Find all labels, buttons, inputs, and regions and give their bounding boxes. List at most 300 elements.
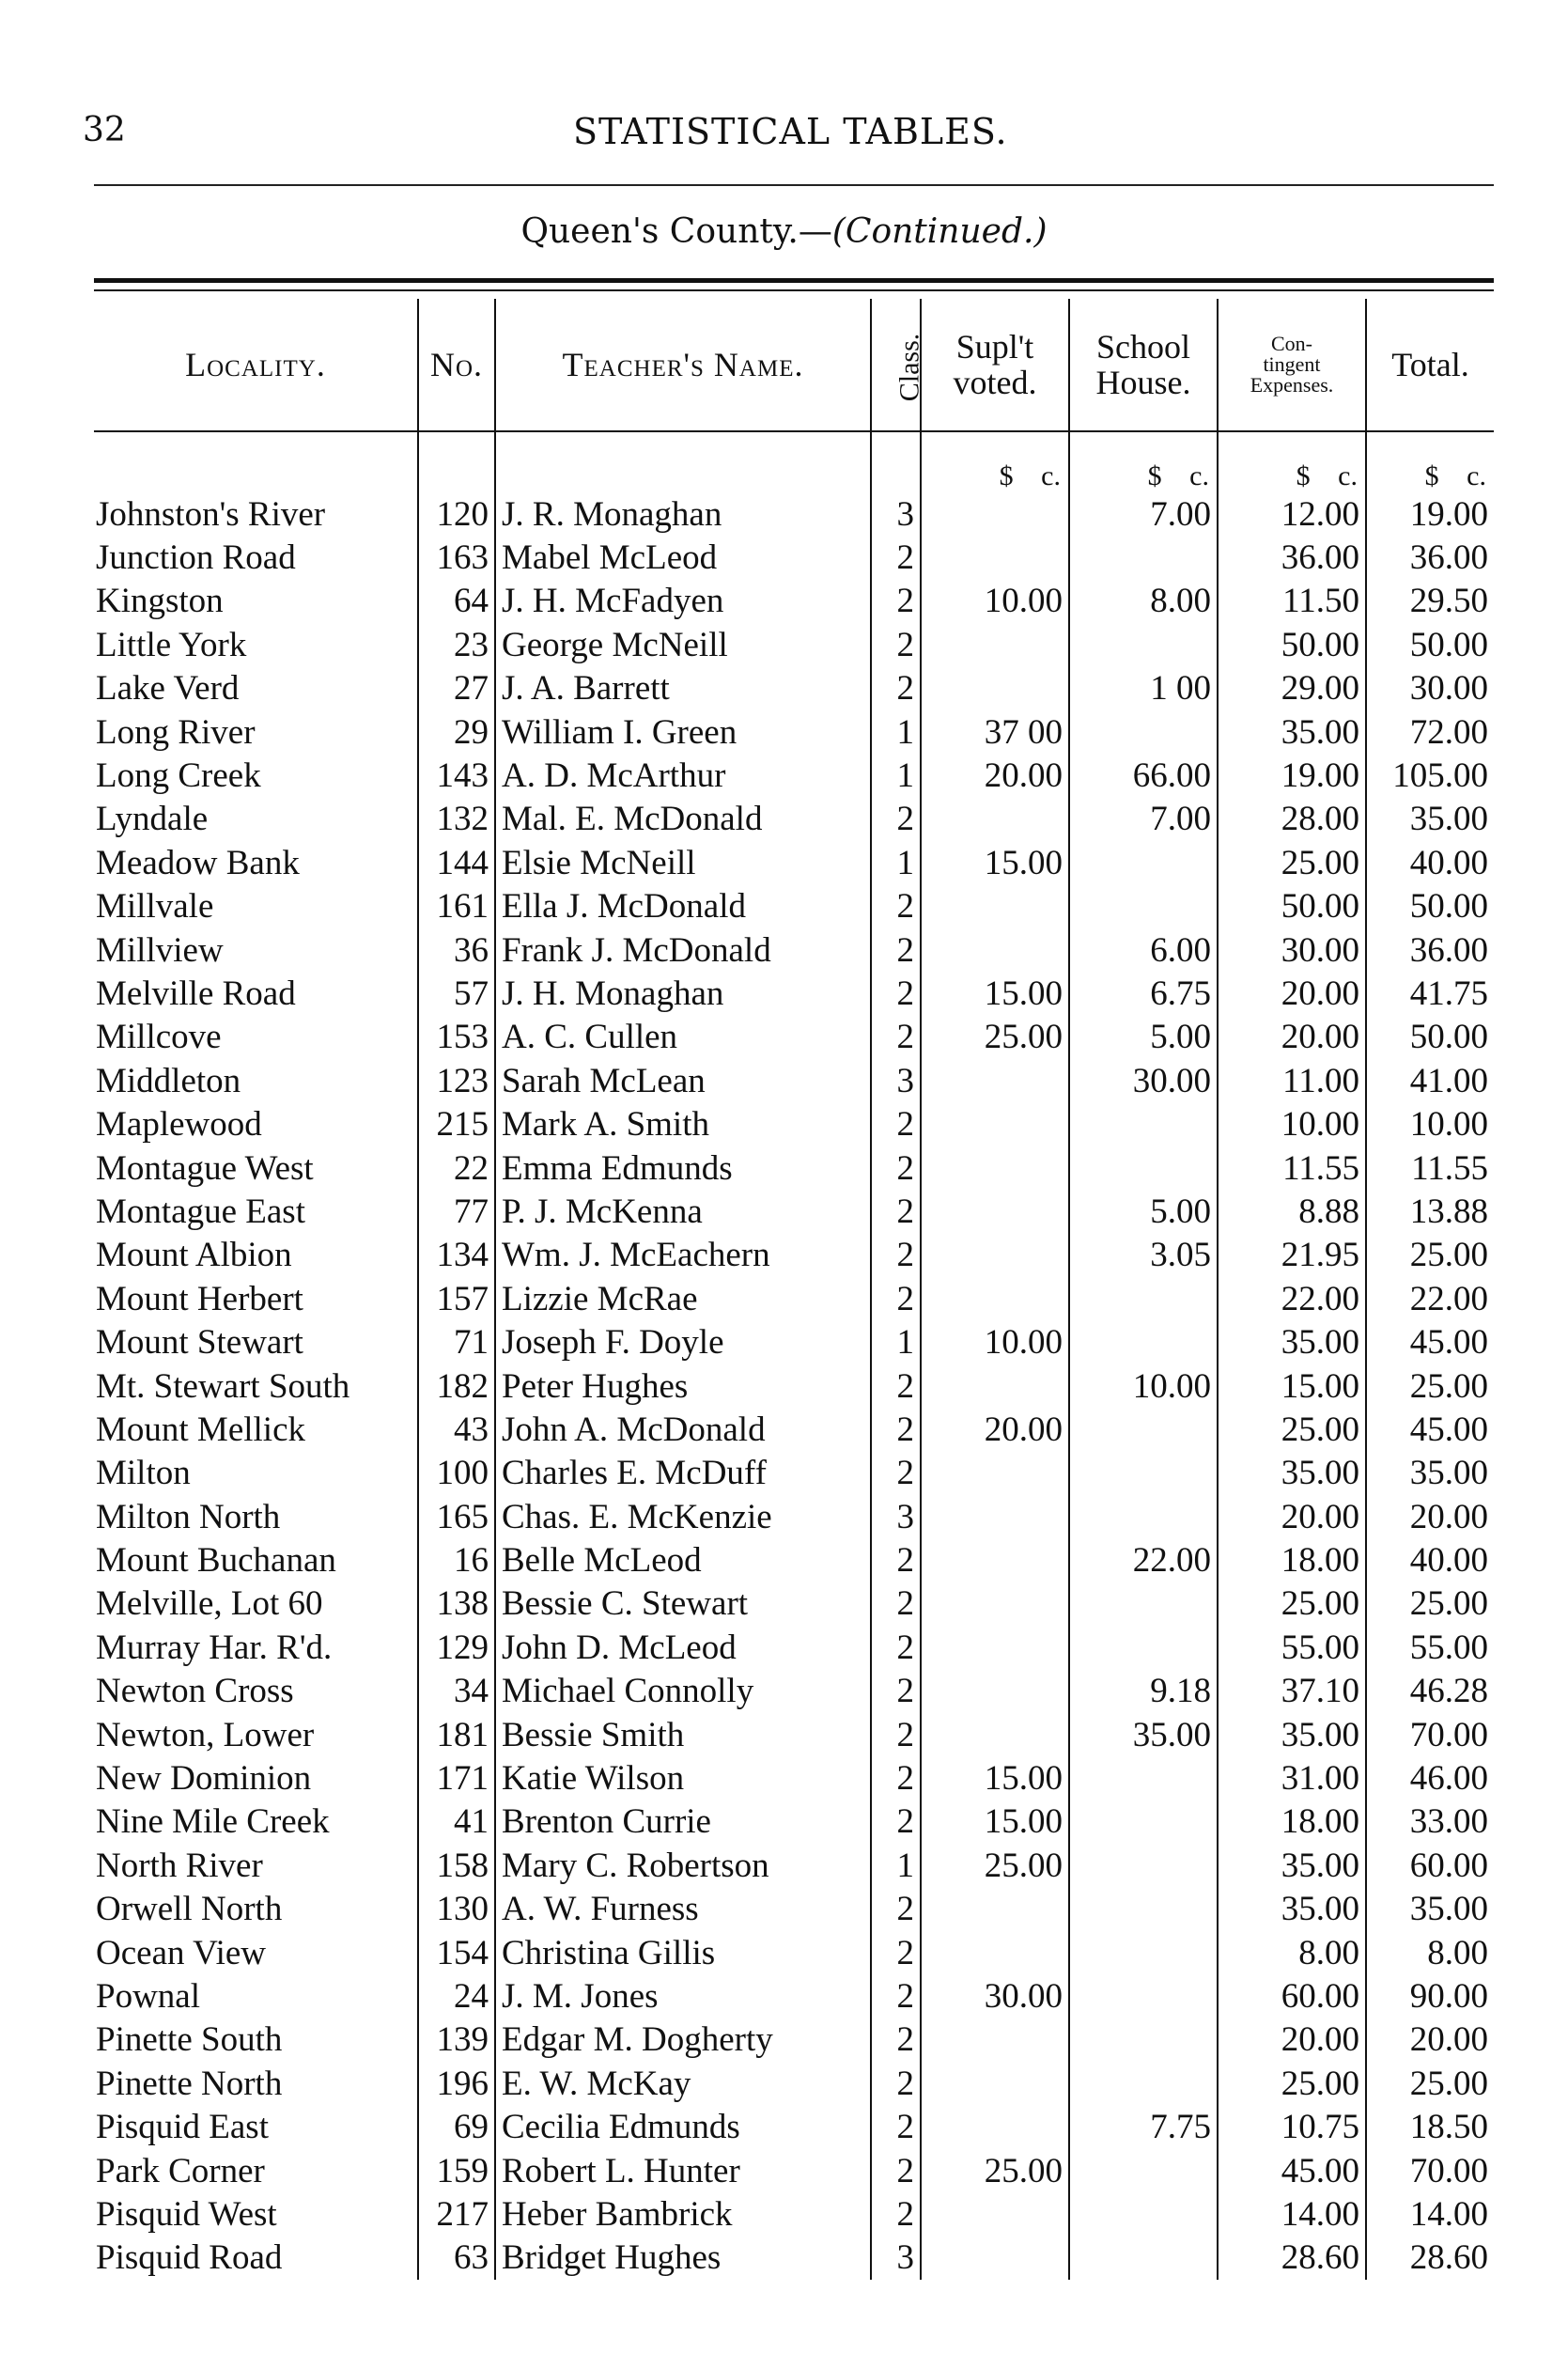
cell-locality: Murray Har. R'd. — [96, 1628, 333, 1667]
cell-total: 10.00 — [1366, 1102, 1494, 1146]
cell-school-number: 64 — [418, 580, 495, 623]
cell-supplement-voted — [921, 1538, 1069, 1582]
cell-school-house — [1069, 841, 1218, 884]
cell-supplement-voted — [921, 798, 1069, 841]
cell-contingent-expenses: 11.50 — [1218, 580, 1366, 623]
cell-locality: Melville Road — [96, 974, 296, 1013]
cell-locality: Newton, Lower — [96, 1715, 315, 1754]
cell-supplement-voted: 15.00 — [921, 841, 1069, 884]
cell-school-house: 5.00 — [1069, 1190, 1218, 1233]
table-row — [94, 754, 1494, 797]
cell-school-number: 143 — [418, 754, 495, 797]
units-supplement: $ c. — [921, 431, 1069, 492]
cell-school-number: 196 — [418, 2062, 495, 2105]
cell-total: 50.00 — [1366, 623, 1494, 666]
header-contingent — [1218, 299, 1366, 431]
cell-contingent-expenses: 10.75 — [1218, 2105, 1366, 2148]
cell-school-house — [1069, 2237, 1218, 2280]
cell-total: 25.00 — [1366, 1234, 1494, 1277]
cell-school-house — [1069, 1277, 1218, 1320]
cell-contingent-expenses: 37.10 — [1218, 1670, 1366, 1713]
cell-locality: Lake Verd — [96, 669, 240, 709]
cell-supplement-voted: 25.00 — [921, 1844, 1069, 1887]
cell-supplement-voted — [921, 1670, 1069, 1713]
cell-teacher-name: Emma Edmunds — [495, 1146, 871, 1190]
cell-class: 2 — [871, 2149, 921, 2192]
cell-class: 3 — [871, 2237, 921, 2280]
cell-teacher-name: Cecilia Edmunds — [495, 2105, 871, 2148]
cell-total: 46.28 — [1366, 1670, 1494, 1713]
cell-total: 29.50 — [1366, 580, 1494, 623]
header-class-label: Class. — [893, 333, 925, 402]
cell-class: 2 — [871, 2062, 921, 2105]
cell-contingent-expenses: 35.00 — [1218, 1713, 1366, 1756]
cell-school-number: 120 — [418, 492, 495, 536]
cell-supplement-voted — [921, 1713, 1069, 1756]
header-supplement-line2: voted. — [953, 364, 1037, 401]
cell-contingent-expenses: 30.00 — [1218, 928, 1366, 972]
cell-contingent-expenses: 8.00 — [1218, 1931, 1366, 1974]
cell-school-number: 43 — [418, 1408, 495, 1451]
cell-locality: Park Corner — [96, 2151, 265, 2190]
cell-class: 2 — [871, 1234, 921, 1277]
cell-supplement-voted — [921, 1364, 1069, 1408]
cell-locality: Pisquid West — [96, 2194, 277, 2234]
cell-class: 2 — [871, 1800, 921, 1844]
cell-teacher-name: A. D. McArthur — [495, 754, 871, 797]
cell-contingent-expenses: 21.95 — [1218, 1234, 1366, 1277]
cell-contingent-expenses: 15.00 — [1218, 1364, 1366, 1408]
cell-school-number: 36 — [418, 928, 495, 972]
header-contingent-line1: Con- — [1271, 332, 1312, 355]
table-row — [94, 1234, 1494, 1277]
cell-total: 30.00 — [1366, 667, 1494, 710]
cell-class: 2 — [871, 972, 921, 1015]
table-row — [94, 885, 1494, 928]
cell-total: 50.00 — [1366, 1016, 1494, 1059]
cell-locality: Milton North — [96, 1497, 281, 1536]
cell-teacher-name: Belle McLeod — [495, 1538, 871, 1582]
cell-contingent-expenses: 12.00 — [1218, 492, 1366, 536]
cell-locality: Pinette South — [96, 2020, 283, 2060]
cell-total: 35.00 — [1366, 1888, 1494, 1931]
table-row — [94, 1888, 1494, 1931]
table-row — [94, 1538, 1494, 1582]
cell-contingent-expenses: 45.00 — [1218, 2149, 1366, 2192]
cell-contingent-expenses: 20.00 — [1218, 1495, 1366, 1538]
cell-total: 41.75 — [1366, 972, 1494, 1015]
cell-teacher-name: Mabel McLeod — [495, 536, 871, 579]
cell-class: 2 — [871, 536, 921, 579]
cell-school-number: 23 — [418, 623, 495, 666]
cell-class: 2 — [871, 667, 921, 710]
cell-locality: Pisquid East — [96, 2108, 269, 2147]
cell-teacher-name: J. H. Monaghan — [495, 972, 871, 1015]
cell-locality: Mount Mellick — [96, 1410, 306, 1449]
cell-school-number: 165 — [418, 1495, 495, 1538]
cell-locality: Little York — [96, 625, 247, 664]
cell-supplement-voted: 20.00 — [921, 754, 1069, 797]
cell-locality: Mount Stewart — [96, 1323, 303, 1363]
header-rule — [94, 184, 1494, 186]
cell-school-number: 138 — [418, 1582, 495, 1626]
cell-supplement-voted — [921, 1495, 1069, 1538]
cell-supplement-voted — [921, 2192, 1069, 2236]
table-row — [94, 1974, 1494, 2018]
cell-contingent-expenses: 25.00 — [1218, 841, 1366, 884]
cell-school-house: 8.00 — [1069, 580, 1218, 623]
cell-supplement-voted — [921, 1931, 1069, 1974]
cell-class: 2 — [871, 623, 921, 666]
cell-locality: Mount Albion — [96, 1236, 292, 1275]
cell-school-house — [1069, 2018, 1218, 2062]
cell-school-house — [1069, 1146, 1218, 1190]
cell-school-house — [1069, 2062, 1218, 2105]
cell-locality: Junction Road — [96, 538, 296, 578]
cell-school-number: 158 — [418, 1844, 495, 1887]
cell-class: 2 — [871, 798, 921, 841]
table-row — [94, 1931, 1494, 1974]
cell-locality: Lyndale — [96, 800, 209, 839]
cell-school-house — [1069, 1626, 1218, 1669]
cell-teacher-name: John D. McLeod — [495, 1626, 871, 1669]
cell-class: 1 — [871, 710, 921, 754]
units-contingent: $ c. — [1218, 431, 1366, 492]
cell-contingent-expenses: 20.00 — [1218, 2018, 1366, 2062]
cell-teacher-name: Christina Gillis — [495, 1931, 871, 1974]
table-row — [94, 841, 1494, 884]
cell-class: 2 — [871, 2192, 921, 2236]
cell-total: 90.00 — [1366, 1974, 1494, 2018]
cell-contingent-expenses: 22.00 — [1218, 1277, 1366, 1320]
cell-supplement-voted — [921, 2105, 1069, 2148]
cell-school-house — [1069, 885, 1218, 928]
cell-supplement-voted — [921, 536, 1069, 579]
cell-school-number: 161 — [418, 885, 495, 928]
cell-teacher-name: Wm. J. McEachern — [495, 1234, 871, 1277]
cell-contingent-expenses: 50.00 — [1218, 623, 1366, 666]
cell-supplement-voted — [921, 2237, 1069, 2280]
cell-locality: Millcove — [96, 1018, 222, 1057]
cell-teacher-name: Chas. E. McKenzie — [495, 1495, 871, 1538]
cell-teacher-name: Michael Connolly — [495, 1670, 871, 1713]
cell-supplement-voted — [921, 1888, 1069, 1931]
table-row — [94, 2018, 1494, 2062]
cell-school-number: 139 — [418, 2018, 495, 2062]
cell-total: 14.00 — [1366, 2192, 1494, 2236]
cell-school-number: 182 — [418, 1364, 495, 1408]
cell-teacher-name: P. J. McKenna — [495, 1190, 871, 1233]
cell-school-house — [1069, 2192, 1218, 2236]
cell-class: 2 — [871, 1408, 921, 1451]
cell-class: 1 — [871, 841, 921, 884]
cell-supplement-voted — [921, 2018, 1069, 2062]
cell-total: 55.00 — [1366, 1626, 1494, 1669]
cell-locality: Pinette North — [96, 2064, 283, 2103]
cell-class: 1 — [871, 754, 921, 797]
cell-supplement-voted — [921, 1277, 1069, 1320]
header-school-line2: House. — [1095, 364, 1191, 401]
cell-supplement-voted — [921, 928, 1069, 972]
cell-locality: Millview — [96, 930, 224, 970]
cell-contingent-expenses: 35.00 — [1218, 710, 1366, 754]
cell-teacher-name: Lizzie McRae — [495, 1277, 871, 1320]
cell-school-number: 132 — [418, 798, 495, 841]
cell-contingent-expenses: 14.00 — [1218, 2192, 1366, 2236]
cell-contingent-expenses: 35.00 — [1218, 1888, 1366, 1931]
cell-class: 2 — [871, 2105, 921, 2148]
cell-total: 40.00 — [1366, 841, 1494, 884]
cell-class: 2 — [871, 928, 921, 972]
cell-locality: Melville, Lot 60 — [96, 1584, 323, 1624]
cell-supplement-voted: 20.00 — [921, 1408, 1069, 1451]
table-row — [94, 1844, 1494, 1887]
cell-total: 25.00 — [1366, 2062, 1494, 2105]
cell-teacher-name: Bessie Smith — [495, 1713, 871, 1756]
cell-school-number: 100 — [418, 1452, 495, 1495]
cell-total: 18.50 — [1366, 2105, 1494, 2148]
cell-supplement-voted: 37 00 — [921, 710, 1069, 754]
cell-contingent-expenses: 25.00 — [1218, 1582, 1366, 1626]
subtitle-continued: (Continued.) — [831, 212, 1048, 251]
cell-class: 3 — [871, 492, 921, 536]
cell-school-number: 215 — [418, 1102, 495, 1146]
cell-locality: Orwell North — [96, 1890, 283, 1929]
table-row — [94, 1713, 1494, 1756]
table-top-rule-thin — [94, 289, 1494, 291]
cell-school-house: 35.00 — [1069, 1713, 1218, 1756]
cell-teacher-name: Mal. E. McDonald — [495, 798, 871, 841]
cell-school-house: 6.75 — [1069, 972, 1218, 1015]
cell-teacher-name: Joseph F. Doyle — [495, 1320, 871, 1364]
header-contingent-line3: Expenses. — [1250, 373, 1334, 397]
cell-class: 1 — [871, 1320, 921, 1364]
cell-teacher-name: George McNeill — [495, 623, 871, 666]
cell-school-house — [1069, 1844, 1218, 1887]
cell-supplement-voted: 25.00 — [921, 1016, 1069, 1059]
table-row — [94, 1756, 1494, 1800]
cell-total: 35.00 — [1366, 798, 1494, 841]
cell-supplement-voted — [921, 667, 1069, 710]
cell-supplement-voted — [921, 2062, 1069, 2105]
cell-contingent-expenses: 50.00 — [1218, 885, 1366, 928]
cell-total: 36.00 — [1366, 928, 1494, 972]
cell-teacher-name: Sarah McLean — [495, 1059, 871, 1102]
table-row — [94, 623, 1494, 666]
cell-class: 2 — [871, 885, 921, 928]
cell-locality: Nine Mile Creek — [96, 1802, 330, 1842]
cell-locality: Pownal — [96, 1976, 200, 2016]
cell-contingent-expenses: 11.55 — [1218, 1146, 1366, 1190]
cell-supplement-voted — [921, 1234, 1069, 1277]
cell-supplement-voted: 15.00 — [921, 972, 1069, 1015]
cell-school-number: 77 — [418, 1190, 495, 1233]
cell-locality: North River — [96, 1846, 263, 1885]
cell-total: 11.55 — [1366, 1146, 1494, 1190]
cell-locality: Middleton — [96, 1061, 241, 1100]
cell-locality: Mount Herbert — [96, 1279, 303, 1318]
cell-school-number: 217 — [418, 2192, 495, 2236]
cell-teacher-name: Ella J. McDonald — [495, 885, 871, 928]
cell-school-house: 10.00 — [1069, 1364, 1218, 1408]
cell-total: 60.00 — [1366, 1844, 1494, 1887]
table-row — [94, 972, 1494, 1015]
header-school-line1: School — [1095, 328, 1190, 366]
cell-total: 33.00 — [1366, 1800, 1494, 1844]
cell-teacher-name: A. C. Cullen — [495, 1016, 871, 1059]
table-row — [94, 2192, 1494, 2236]
cell-teacher-name: Charles E. McDuff — [495, 1452, 871, 1495]
cell-school-number: 157 — [418, 1277, 495, 1320]
cell-supplement-voted: 30.00 — [921, 1974, 1069, 2018]
cell-class: 2 — [871, 1888, 921, 1931]
cell-contingent-expenses: 35.00 — [1218, 1452, 1366, 1495]
cell-supplement-voted: 10.00 — [921, 580, 1069, 623]
cell-total: 25.00 — [1366, 1364, 1494, 1408]
table-row — [94, 492, 1494, 536]
cell-school-house: 1 00 — [1069, 667, 1218, 710]
table-row — [94, 1452, 1494, 1495]
cell-teacher-name: Bridget Hughes — [495, 2237, 871, 2280]
header-contingent-line2: tingent — [1263, 352, 1321, 376]
page-title: STATISTICAL TABLES. — [573, 111, 1008, 152]
cell-teacher-name: Elsie McNeill — [495, 841, 871, 884]
table-row — [94, 798, 1494, 841]
cell-teacher-name: Brenton Currie — [495, 1800, 871, 1844]
cell-school-house — [1069, 1974, 1218, 2018]
cell-class: 2 — [871, 1670, 921, 1713]
cell-school-house — [1069, 1320, 1218, 1364]
cell-school-number: 57 — [418, 972, 495, 1015]
cell-school-house: 7.00 — [1069, 798, 1218, 841]
cell-supplement-voted — [921, 1190, 1069, 1233]
cell-total: 40.00 — [1366, 1538, 1494, 1582]
cell-school-house: 9.18 — [1069, 1670, 1218, 1713]
cell-school-house: 6.00 — [1069, 928, 1218, 972]
cell-school-number: 144 — [418, 841, 495, 884]
table-row — [94, 2149, 1494, 2192]
cell-locality: Milton — [96, 1454, 191, 1493]
cell-school-house — [1069, 1408, 1218, 1451]
cell-school-number: 123 — [418, 1059, 495, 1102]
cell-total: 19.00 — [1366, 492, 1494, 536]
cell-contingent-expenses: 20.00 — [1218, 1016, 1366, 1059]
cell-school-house — [1069, 1888, 1218, 1931]
cell-school-house — [1069, 1931, 1218, 1974]
header-teacher: Teacher's Name. — [495, 299, 871, 431]
cell-contingent-expenses: 60.00 — [1218, 1974, 1366, 2018]
cell-class: 2 — [871, 1364, 921, 1408]
cell-locality: Kingston — [96, 582, 224, 621]
cell-teacher-name: Katie Wilson — [495, 1756, 871, 1800]
table-row — [94, 1800, 1494, 1844]
cell-school-house: 7.00 — [1069, 492, 1218, 536]
header-no: No. — [418, 299, 495, 431]
cell-class: 2 — [871, 2018, 921, 2062]
cell-contingent-expenses: 19.00 — [1218, 754, 1366, 797]
cell-locality: Montague East — [96, 1192, 305, 1231]
cell-school-number: 29 — [418, 710, 495, 754]
cell-supplement-voted — [921, 1059, 1069, 1102]
table-row — [94, 1408, 1494, 1451]
cell-contingent-expenses: 28.00 — [1218, 798, 1366, 841]
cell-locality: Ocean View — [96, 1933, 266, 1972]
header-total: Total. — [1366, 299, 1494, 431]
cell-total: 72.00 — [1366, 710, 1494, 754]
cell-teacher-name: J. A. Barrett — [495, 667, 871, 710]
table-top-rule-thick — [94, 278, 1494, 283]
cell-supplement-voted — [921, 1102, 1069, 1146]
cell-class: 2 — [871, 580, 921, 623]
table-row — [94, 1146, 1494, 1190]
cell-supplement-voted: 25.00 — [921, 2149, 1069, 2192]
cell-locality: Millvale — [96, 887, 214, 927]
cell-school-number: 69 — [418, 2105, 495, 2148]
cell-school-number: 134 — [418, 1234, 495, 1277]
cell-total: 45.00 — [1366, 1320, 1494, 1364]
cell-class: 2 — [871, 1582, 921, 1626]
table-row — [94, 2237, 1494, 2280]
cell-school-house: 3.05 — [1069, 1234, 1218, 1277]
cell-locality: Mount Buchanan — [96, 1541, 336, 1581]
cell-total: 50.00 — [1366, 885, 1494, 928]
cell-teacher-name: J. H. McFadyen — [495, 580, 871, 623]
units-row — [94, 431, 1494, 492]
cell-school-house — [1069, 1102, 1218, 1146]
cell-contingent-expenses: 55.00 — [1218, 1626, 1366, 1669]
cell-contingent-expenses: 10.00 — [1218, 1102, 1366, 1146]
cell-total: 13.88 — [1366, 1190, 1494, 1233]
table-row — [94, 2062, 1494, 2105]
cell-total: 20.00 — [1366, 2018, 1494, 2062]
cell-class: 2 — [871, 1102, 921, 1146]
cell-total: 105.00 — [1366, 754, 1494, 797]
cell-school-number: 130 — [418, 1888, 495, 1931]
cell-school-number: 63 — [418, 2237, 495, 2280]
table-row — [94, 667, 1494, 710]
table-row — [94, 1670, 1494, 1713]
cell-locality: Johnston's River — [96, 494, 326, 534]
cell-locality: New Dominion — [96, 1759, 312, 1799]
cell-total: 70.00 — [1366, 1713, 1494, 1756]
cell-school-house: 30.00 — [1069, 1059, 1218, 1102]
cell-teacher-name: William I. Green — [495, 710, 871, 754]
cell-teacher-name: Edgar M. Dogherty — [495, 2018, 871, 2062]
cell-school-number: 41 — [418, 1800, 495, 1844]
cell-supplement-voted — [921, 623, 1069, 666]
table-row — [94, 536, 1494, 579]
header-class — [871, 299, 925, 431]
cell-total: 41.00 — [1366, 1059, 1494, 1102]
cell-contingent-expenses: 25.00 — [1218, 1408, 1366, 1451]
cell-class: 2 — [871, 1756, 921, 1800]
statistics-table — [94, 299, 1494, 2280]
cell-contingent-expenses: 35.00 — [1218, 1320, 1366, 1364]
table-row — [94, 580, 1494, 623]
cell-class: 2 — [871, 1538, 921, 1582]
cell-total: 36.00 — [1366, 536, 1494, 579]
cell-total: 28.60 — [1366, 2237, 1494, 2280]
cell-total: 35.00 — [1366, 1452, 1494, 1495]
cell-school-house: 7.75 — [1069, 2105, 1218, 2148]
cell-supplement-voted — [921, 1626, 1069, 1669]
cell-class: 2 — [871, 1931, 921, 1974]
cell-total: 46.00 — [1366, 1756, 1494, 1800]
table-row — [94, 1626, 1494, 1669]
cell-teacher-name: A. W. Furness — [495, 1888, 871, 1931]
cell-teacher-name: Bessie C. Stewart — [495, 1582, 871, 1626]
table-row — [94, 1320, 1494, 1364]
